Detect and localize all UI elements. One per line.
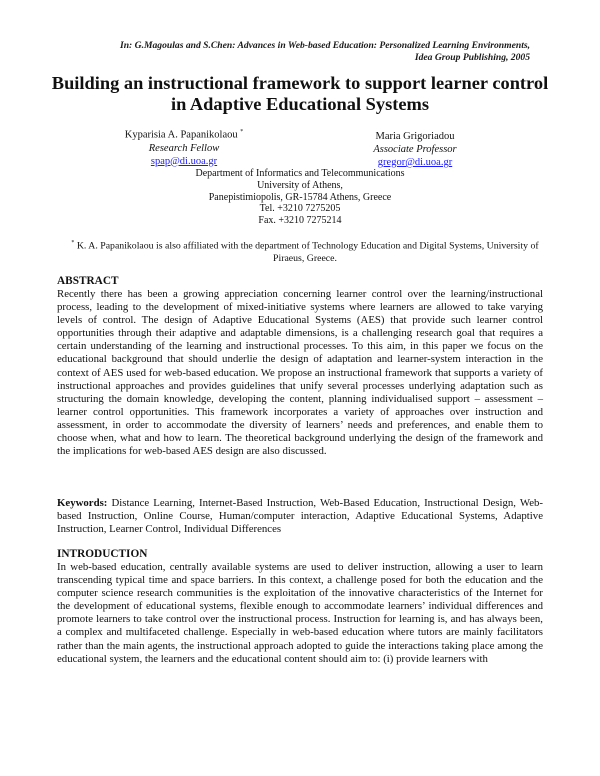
footnote-marker: * <box>71 240 75 246</box>
title-line-2: in Adaptive Educational Systems <box>170 94 430 114</box>
affiliation-address: Panepistimiopolis, GR-15784 Athens, Greece <box>208 191 392 203</box>
introduction-section <box>57 548 543 666</box>
keywords-text: Distance Learning, Internet-Based Instruction, Web-Based Education, Instructional Design, Web-based Instruction, Online Course, Human/computer interaction, Adaptive Educational Systems, Adaptive Instruction, Learner Control, Individual Differences <box>57 497 543 536</box>
introduction-heading: INTRODUCTION <box>57 548 148 560</box>
citation-line-1: In: G.Magoulas and S.Chen: Advances in Web-based Education: Personalized Learning Environments, <box>119 40 530 51</box>
citation-header <box>60 40 530 64</box>
author-block-1 <box>104 126 264 168</box>
paper-title <box>40 73 560 115</box>
affiliation-department: Department of Informatics and Telecommunications <box>195 168 405 179</box>
affiliation-fax: Fax. +3210 7275214 <box>258 215 342 227</box>
author-block-2 <box>340 130 490 169</box>
footnote-text: K. A. Papanikolaou is also affiliated with the department of Technology Education and Digital Systems, University of Piraeus, Greece. <box>74 240 539 264</box>
affiliation <box>140 168 460 227</box>
abstract-section <box>57 275 543 458</box>
keywords-section <box>57 497 543 536</box>
author-email-link[interactable]: spap@di.uoa.gr <box>150 155 218 167</box>
affiliation-tel: Tel. +3210 7275205 <box>259 203 341 215</box>
footnote-marker: * <box>240 129 244 135</box>
citation-line-2: Idea Group Publishing, 2005 <box>414 52 530 63</box>
affiliation-university: University of Athens, <box>257 179 343 191</box>
author-role: Research Fellow <box>148 142 220 154</box>
footnote <box>60 237 550 265</box>
abstract-text: Recently there has been a growing appreciation concerning learner control over the learning/instructional process, leading to the development of mixed-initiative systems where learners are allowed to take varying levels of control. The design of Adaptive Educational Systems (AES) that provide such learner control opportunities through their adaptive and adaptable dimensions, is a challenging research goal that requires a certain understanding of the learning and instructional processes. To this aim, in this paper we focus on the educational background that should underlie the design of adaptation and learner-system interaction in the context of AES used for web-based education. We propose an instructional framework that supports a variety of instructional approaches and provides guidelines that unify several processes underlying adaptation such as structuring the domain knowledge, developing the content, planning individualised support – assessment – learner control opportunities. This framework incorporates a variety of approaches over instruction and assessment, in order to accommodate the diversity of learners’ needs and preferences, and enable them to choose when, what and how to learn. The theoretical background underlying the design of the framework and the implications for web-based AES design are also discussed. <box>57 288 543 458</box>
author-name: Maria Grigoriadou <box>375 131 455 142</box>
author-role: Associate Professor <box>373 144 457 155</box>
author-email-link[interactable]: gregor@di.uoa.gr <box>377 157 453 168</box>
keywords-label: Keywords: <box>57 497 108 509</box>
abstract-heading: ABSTRACT <box>57 275 119 287</box>
author-name: Kyparisia A. Papanikolaou * <box>124 129 244 141</box>
title-line-1: Building an instructional framework to support learner control <box>51 73 549 93</box>
introduction-text: In web-based education, centrally available systems are used to deliver instruction, allowing a user to learn transcending typical time and space barriers. In this context, a challenge posed for both the education and the computer science research communities is the exploitation of the innovative characteristics of the Internet for the development of educational systems, flexible enough to accommodate learners’ individual differences and promote learners to take control over the instructional process. Instruction for learning is, and has always been, a complex and multifaceted challenge. Especially in web-based education where tutors are mainly facilitators rather than the main agents, the instructional approach adopted to guide the interactions taking place among the educational system, the learners and the educational content should aim to: (i) provide learners with <box>57 561 543 665</box>
